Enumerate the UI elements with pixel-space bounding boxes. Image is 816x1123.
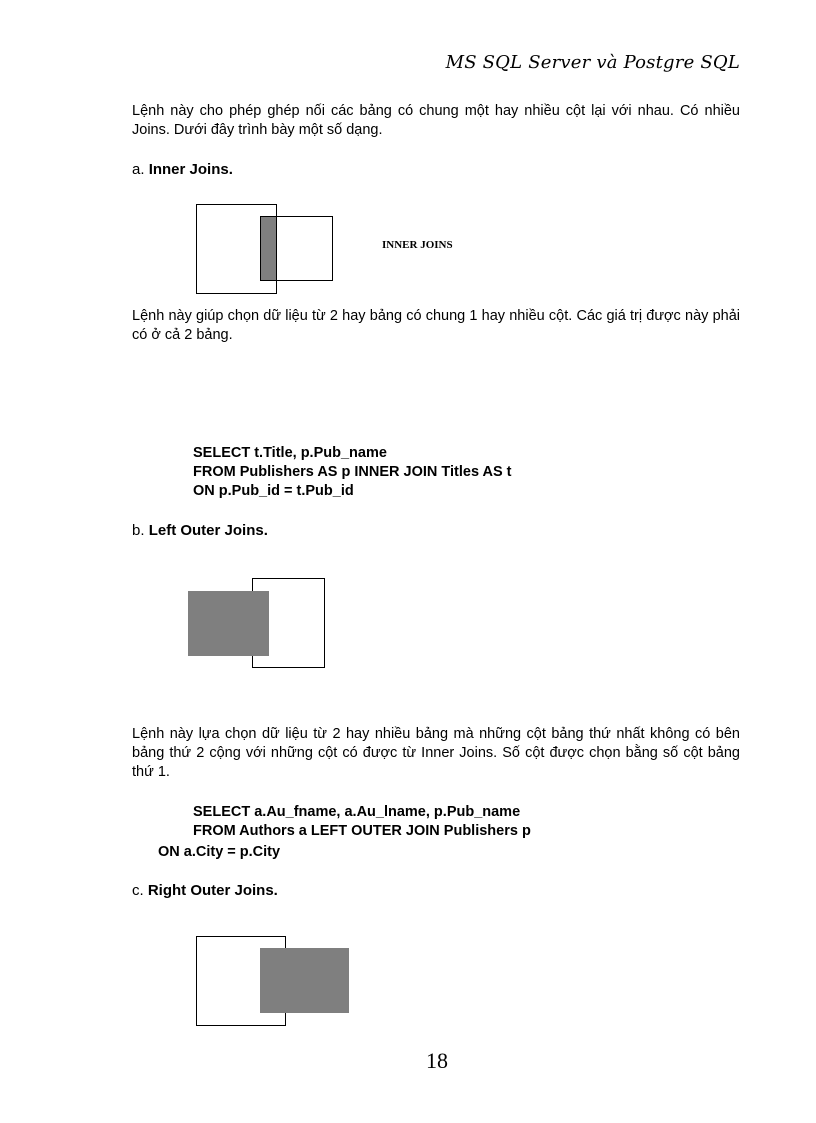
inner-joins-diagram-label: INNER JOINS	[382, 239, 453, 251]
left-joins-code-line-1: SELECT a.Au_fname, a.Au_lname, p.Pub_name	[193, 804, 521, 820]
right-joins-prefix: c.	[132, 882, 144, 899]
left-joins-title: Left Outer Joins.	[148, 522, 268, 539]
running-header: MS SQL Server và Postgre SQL	[445, 52, 740, 73]
inner-joins-code-line-1: SELECT t.Title, p.Pub_name	[193, 445, 387, 461]
inner-joins-title: Inner Joins.	[148, 161, 233, 178]
intro-paragraph: Lệnh này cho phép ghép nối các bảng có chung một hay nhiều cột lại với nhau. Có nhiều Joins. Dưới đây trình bày một số dạng.	[132, 103, 740, 138]
left-joins-code-line-2: FROM Authors a LEFT OUTER JOIN Publishers p	[193, 823, 531, 839]
inner-right-table	[260, 216, 333, 281]
inner-left-table	[196, 204, 277, 294]
right-left-table	[196, 936, 286, 1026]
inner-joins-code-line-2: FROM Publishers AS p INNER JOIN Titles AS t	[193, 464, 512, 480]
inner-joins-prefix: a.	[132, 161, 145, 178]
inner-intersection	[260, 216, 277, 281]
inner-joins-description: Lệnh này giúp chọn dữ liệu từ 2 hay bảng có chung 1 hay nhiều cột. Các giá trị được này phải có ở cả 2 bảng.	[132, 308, 740, 343]
inner-joins-heading	[132, 161, 233, 178]
right-right-table-filled	[260, 948, 349, 1013]
left-joins-heading	[132, 522, 268, 539]
left-left-table-filled	[188, 591, 269, 656]
left-joins-prefix: b.	[132, 522, 145, 539]
right-joins-title: Right Outer Joins.	[147, 882, 278, 899]
inner-joins-code-line-3: ON p.Pub_id = t.Pub_id	[193, 483, 354, 499]
right-joins-heading	[132, 882, 278, 899]
page-number: 18	[426, 1048, 448, 1073]
left-joins-code-line-3: ON a.City = p.City	[158, 844, 281, 860]
left-right-table	[252, 578, 325, 668]
left-joins-description: Lệnh này lựa chọn dữ liệu từ 2 hay nhiều bảng mà những cột bảng thứ nhất không có bên bảng thứ 2 cộng với những cột có được từ Inner Joins. Số cột được chọn bằng số cột bảng thứ 1.	[132, 726, 740, 780]
